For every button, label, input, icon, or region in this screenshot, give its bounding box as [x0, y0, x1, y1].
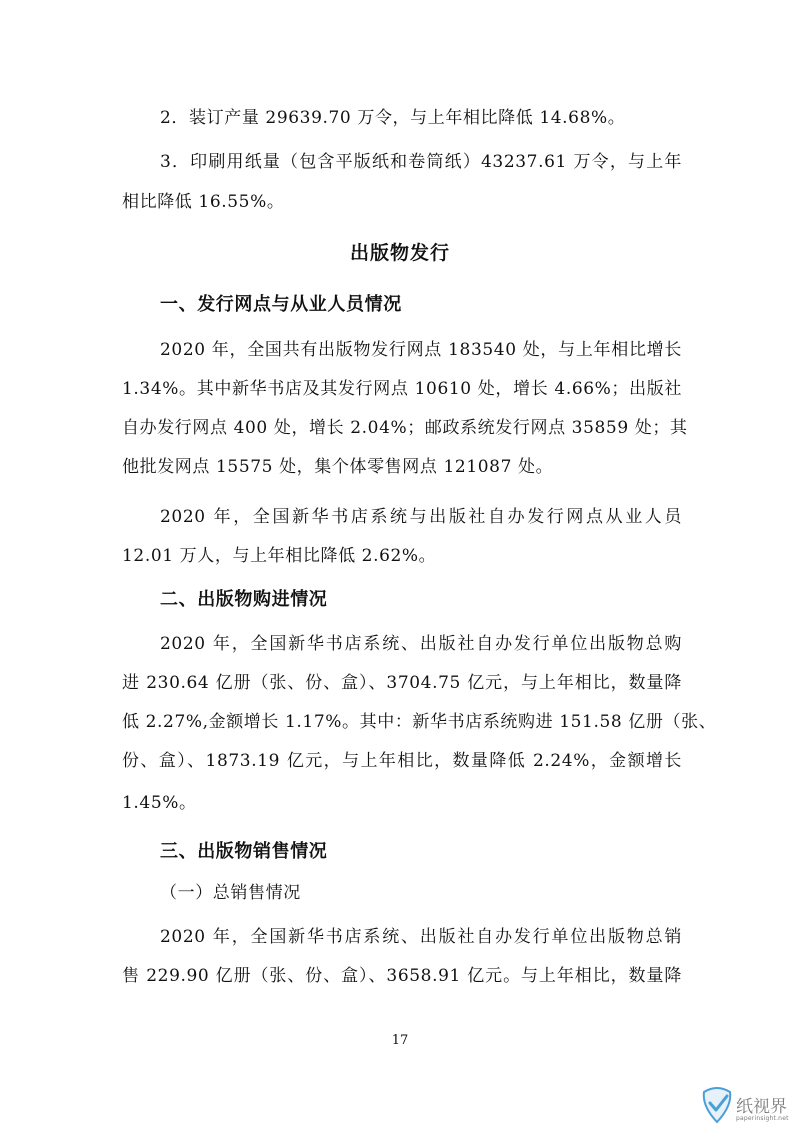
paragraph-purchases-line-4: 份、盒）、1873.19 亿元，与上年相比，数量降低 2.24%，金额增长 — [122, 751, 682, 771]
paragraph-staff-line-2: 12.01 万人，与上年相比降低 2.62%。 — [122, 546, 437, 566]
watermark-url: paperinsight.net — [736, 1115, 789, 1122]
heading-outlets-staff: 一、发行网点与从业人员情况 — [160, 294, 402, 315]
subheading-total-sales: （一）总销售情况 — [160, 883, 301, 903]
paragraph-sales-line-2: 售 229.90 亿册（张、份、盒）、3658.91 亿元。与上年相比，数量降 — [122, 966, 682, 986]
heading-sales: 三、出版物销售情况 — [160, 841, 328, 862]
paragraph-outlets-line-2: 1.34%。其中新华书店及其发行网点 10610 处，增长 4.66%；出版社 — [122, 379, 682, 399]
paperinsight-logo-icon — [700, 1086, 734, 1124]
paragraph-staff-line-1: 2020 年，全国新华书店系统与出版社自办发行网点从业人员 — [160, 507, 682, 527]
paragraph-outlets-line-1: 2020 年，全国共有出版物发行网点 183540 处，与上年相比增长 — [160, 340, 682, 360]
watermark-brand: 纸视界 — [736, 1097, 787, 1117]
page-number: 17 — [391, 1033, 409, 1048]
watermark — [700, 1086, 796, 1126]
item-paper-usage-line-2: 相比降低 16.55%。 — [122, 192, 285, 212]
section-title: 出版物发行 — [349, 242, 450, 264]
paragraph-purchases-line-1: 2020 年，全国新华书店系统、出版社自办发行单位出版物总购 — [160, 634, 682, 654]
paragraph-outlets-line-3: 自办发行网点 400 处，增长 2.04%；邮政系统发行网点 35859 处；其 — [122, 418, 688, 438]
paragraph-purchases-line-3: 低 2.27%,金额增长 1.17%。其中：新华书店系统购进 151.58 亿册（张、 — [122, 712, 717, 732]
heading-purchases: 二、出版物购进情况 — [160, 589, 328, 610]
paragraph-outlets-line-4: 他批发网点 15575 处，集个体零售网点 121087 处。 — [122, 457, 554, 477]
paragraph-purchases-line-5: 1.45%。 — [122, 793, 197, 813]
item-paper-usage-line-1: 3．印刷用纸量（包含平版纸和卷筒纸）43237.61 万令，与上年 — [160, 152, 682, 172]
paragraph-purchases-line-2: 进 230.64 亿册（张、份、盒）、3704.75 亿元，与上年相比，数量降 — [122, 673, 682, 693]
paragraph-sales-line-1: 2020 年，全国新华书店系统、出版社自办发行单位出版物总销 — [160, 927, 682, 947]
item-binding-output: 2．装订产量 29639.70 万令，与上年相比降低 14.68%。 — [160, 108, 626, 128]
